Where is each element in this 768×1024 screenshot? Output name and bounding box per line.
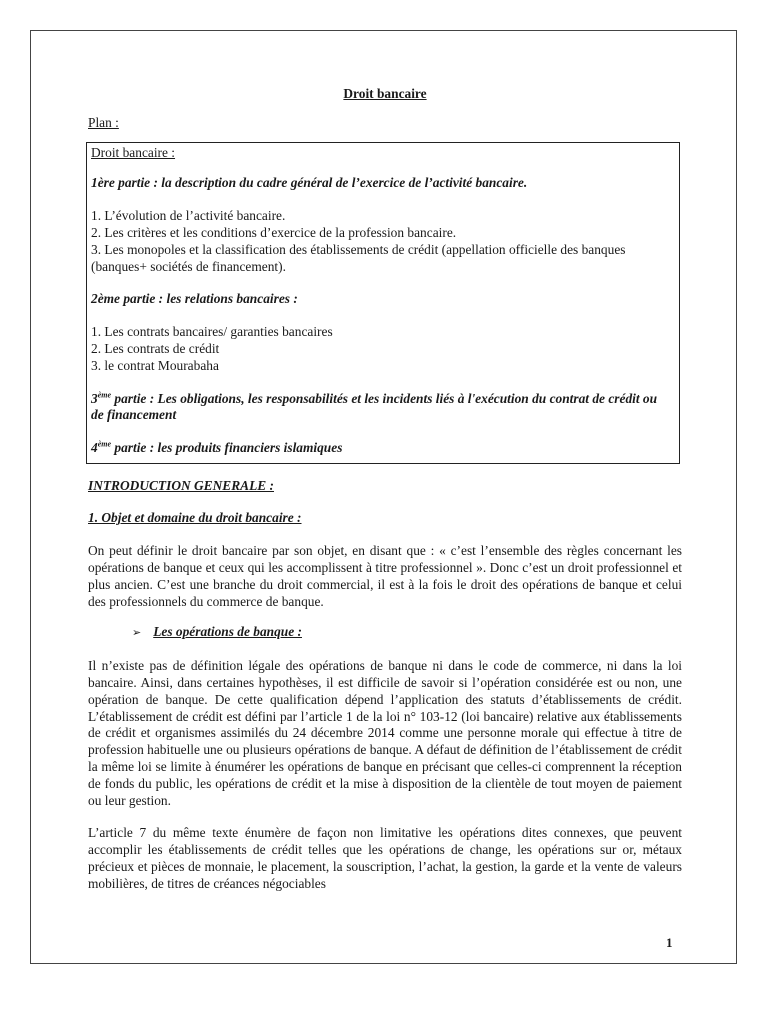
- plan-label: Plan :: [88, 114, 119, 130]
- plan-part3-title: [91, 391, 673, 425]
- plan-part1-item-3: 3. Les monopoles et la classification des établissements de crédit (appellation officielle des banques (banques+ sociétés de financement).: [91, 241, 626, 274]
- plan-part1-title: 1ère partie : la description du cadre général de l’exercice de l’activité bancaire.: [91, 175, 528, 191]
- plan-part2-item-1: 1. Les contrats bancaires/ garanties bancaires: [91, 324, 333, 340]
- plan-part3-sup: ème: [97, 390, 112, 400]
- page-number: 1: [666, 935, 673, 950]
- document-title: Droit bancaire: [343, 86, 427, 101]
- bullet-heading-label: Les opérations de banque :: [153, 624, 302, 640]
- plan-part4-text: partie : les produits financiers islamiques: [111, 440, 343, 456]
- paragraph-3: L’article 7 du même texte énumère de façon non limitative les opérations dites connexes, que peuvent accomplir les établissements de crédit telles que les opérations de change, les opérations sur or, métaux précieux et pièces de monnaie, le placement, la souscription, l’achat, la gestion, la garde et la vente de valeurs mobilières, de titres de créances négociables: [88, 825, 682, 891]
- plan-part2-item-3: 3. le contrat Mourabaha: [91, 357, 219, 373]
- intro-heading: INTRODUCTION GENERALE :: [88, 477, 274, 493]
- plan-part2-title: 2ème partie : les relations bancaires :: [91, 291, 298, 307]
- plan-part1-item-1: 1. L’évolution de l’activité bancaire.: [91, 208, 286, 224]
- arrow-bullet-icon: ➢: [132, 626, 142, 640]
- bullet-heading: [88, 624, 682, 642]
- plan-box: [86, 142, 680, 464]
- plan-heading: Droit bancaire :: [91, 144, 176, 160]
- plan-part3-num: 3: [91, 390, 98, 406]
- plan-part4-num: 4: [91, 440, 98, 456]
- plan-part3-text: partie : Les obligations, les responsabilités et les incidents liés à l'exécution du contrat de crédit ou de financement: [91, 390, 658, 423]
- plan-part1-item-2: 2. Les critères et les conditions d’exercice de la profession bancaire.: [91, 224, 457, 240]
- section1-heading: 1. Objet et domaine du droit bancaire :: [88, 510, 302, 526]
- plan-part4-sup: ème: [97, 439, 112, 449]
- paragraph-1: On peut définir le droit bancaire par son objet, en disant que : « c’est l’ensemble des règles concernant les opérations de banque et ceux qui les accomplissent à titre professionnel ». Donc c’est un droit professionnel et plus ancien. C’est une branche du droit commercial, il est à la fois le droit des opérations de banque et celui des professionnels du commerce de banque.: [88, 543, 682, 609]
- paragraph-2: Il n’existe pas de définition légale des opérations de banque ni dans le code de commerce, ni dans la loi bancaire. Ainsi, dans certaines hypothèses, il est difficile de savoir si l’opération considérée est ou non, une opération de banque. De cette qualification dépend l’application des statuts d’établissements de crédit. L’établissement de crédit est défini par l’article 1 de la loi n° 103-12 (loi bancaire) relative aux établissements de crédit et organismes assimilés du 24 décembre 2014 comme une personne morale qui effectue à titre de profession habituelle une ou plusieurs opérations de banque. A défaut de définition de l’établissement de crédit la même loi se limite à énumérer les opérations de banque en précisant que celles-ci comprennent la réception de fonds du public, les opérations de crédit et la mise à disposition de la clientèle de tout moyen de paiement ou leur gestion.: [88, 658, 682, 808]
- plan-part2-item-2: 2. Les contrats de crédit: [91, 340, 220, 356]
- plan-part4-title: [91, 440, 673, 457]
- document-body: [88, 86, 682, 893]
